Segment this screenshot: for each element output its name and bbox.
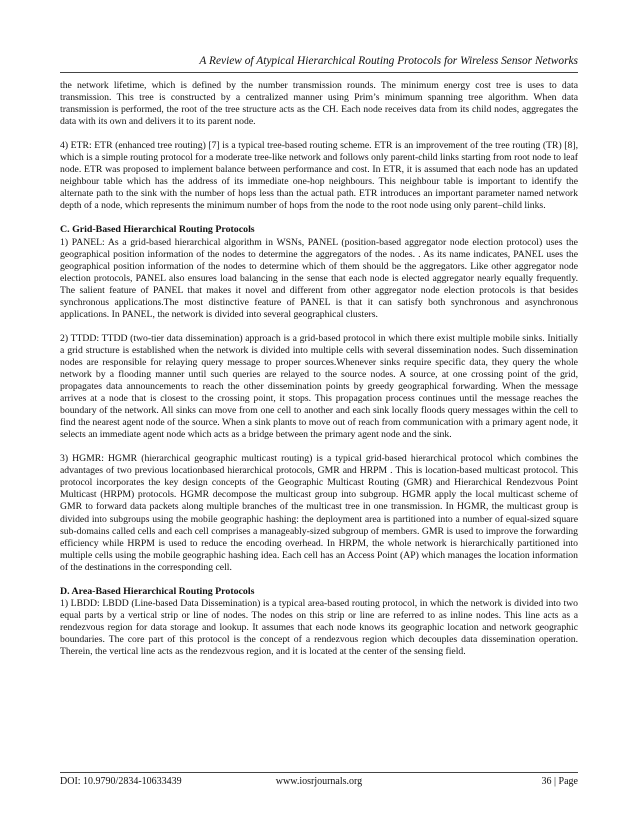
paragraph-ttdd: 2) TTDD: TTDD (two-tier data dissemination) approach is a grid-based protocol in which there exist multiple mobile sinks. Initially a grid structure is established when the network is divided into multiple cells with several dissemination nodes. Such dissemination nodes are responsible for relaying query message to proper sources.Whenever sinks require specific data, they query the whole network by a flooding manner until such queries are relayed to the source nodes. A source, at one crossing point of the grid, propagates data announcements to reach the other dissemination points by greedy geographical forwarding. When the message arrives at a node that is closest to the crossing point, it stops. This propagation process continues until the message reaches the boundary of the network. All sinks can move from one cell to another and each sink locally floods query messages within the cell to find the nearest agent node of the source. When a sink plants to move out of reach from communication with a primary agent node, it selects an immediate agent node which acts as a bridge between the primary agent node and the sink.: [60, 332, 578, 441]
footer-website: www.iosrjournals.org: [275, 776, 363, 787]
footer-page-number: 36 | Page: [541, 776, 578, 787]
section-heading-grid-based: C. Grid-Based Hierarchical Routing Protocols: [60, 224, 255, 236]
header-rule: [60, 72, 578, 73]
paragraph-etr: 4) ETR: ETR (enhanced tree routing) [7] is a typical tree-based routing scheme. ETR is an improvement of the tree routing (TR) [8], which is a simple routing protocol for a moderate tree-like network and follows only parent-child links starting from root node to leaf node. ETR was proposed to implement balance between performance and cost. In ETR, it is assumed that each node has an updated neighbour table which has the address of its immediate one-hop neighbours. This neighbour table is important to identify the alternate path to the sink with the number of hops less than the actual path. ETR introduces an important parameter named network depth of a node, which represents the minimum number of hops from the node to the root node using only parent–child links.: [60, 140, 578, 212]
paragraph-intro: the network lifetime, which is defined by the number transmission rounds. The minimum energy cost tree is uses to data transmission. This tree is constructed by a centralized manner using Prim’s minimum spanning tree algorithm. When data transmission is performed, the root of the tree structure acts as the CH. Each node receives data from its child nodes, aggregates the data with its own and delivers it to its parent node.: [60, 80, 578, 128]
page-body: [60, 80, 578, 670]
page-footer: [60, 776, 578, 787]
footer-doi: DOI: 10.9790/2834-10633439: [60, 776, 182, 787]
paragraph-lbdd: 1) LBDD: LBDD (Line-based Data Dissemination) is a typical area-based routing protocol, in which the network is divided into two equal parts by a vertical strip or line of nodes. The nodes on this strip or line are referred to as inline nodes. This line acts as a rendezvous region for data storage and lookup. It assumes that each node knows its geographic location and network geographic boundaries. The core part of this protocol is the concept of a rendezvous region which decouples data dissemination operation. Therein, the vertical line acts as the rendezvous region, and it is located at the center of the sensing field.: [60, 597, 578, 657]
paragraph-panel: 1) PANEL: As a grid-based hierarchical algorithm in WSNs, PANEL (position-based aggregator node election protocol) uses the geographical position information of the nodes to determine the aggregators of the nodes. . As its name indicates, PANEL uses the geographical position information of the nodes to determine which of them should be the aggregators. Like other aggregator node election protocols, PANEL also ensures load balancing in the sense that each node is elected aggregator nearly equally frequently. The salient feature of PANEL that makes it novel and different from other aggregator node election protocols is that besides synchronous applications.The most distinctive feature of PANEL is that it can satisfy both synchronous and asynchronous applications. In PANEL, the network is divided into several geographical clusters.: [60, 236, 578, 320]
paragraph-hgmr: 3) HGMR: HGMR (hierarchical geographic multicast routing) is a typical grid-based hierarchical protocol which combines the advantages of two previous locationbased hierarchical protocols, GMR and HRPM . This is location-based multicast protocol. This protocol incorporates the key design concepts of the Geographic Multicast Routing (GMR) and Hierarchical Rendezvous Point Multicast (HRPM) protocols. HGMR decompose the multicast group into subgroup. HGMR apply the local multicast scheme of GMR to forward data packets along multiple branches of the multicast tree in one transmission. In HGMR, the multicast group is divided into subgroups using the mobile geographic hashing: the deployment area is partitioned into a number of equal-sized square sub-domains called cells and each cell comprises a manageably-sized subgroup of members. GMR is used to improve the forwarding efficiency while HRPM is used to reduce the encoding overhead. In HRPM, the whole network is hierarchically partitioned into multiple cells using the mobile geographic hashing idea. Each cell has an Access Point (AP) which manages the location information of the destinations in the corresponding cell.: [60, 453, 578, 573]
section-heading-area-based: D. Area-Based Hierarchical Routing Protocols: [60, 585, 255, 597]
running-header: A Review of Atypical Hierarchical Routing Protocols for Wireless Sensor Networks: [199, 55, 578, 67]
footer-rule: [60, 772, 578, 773]
